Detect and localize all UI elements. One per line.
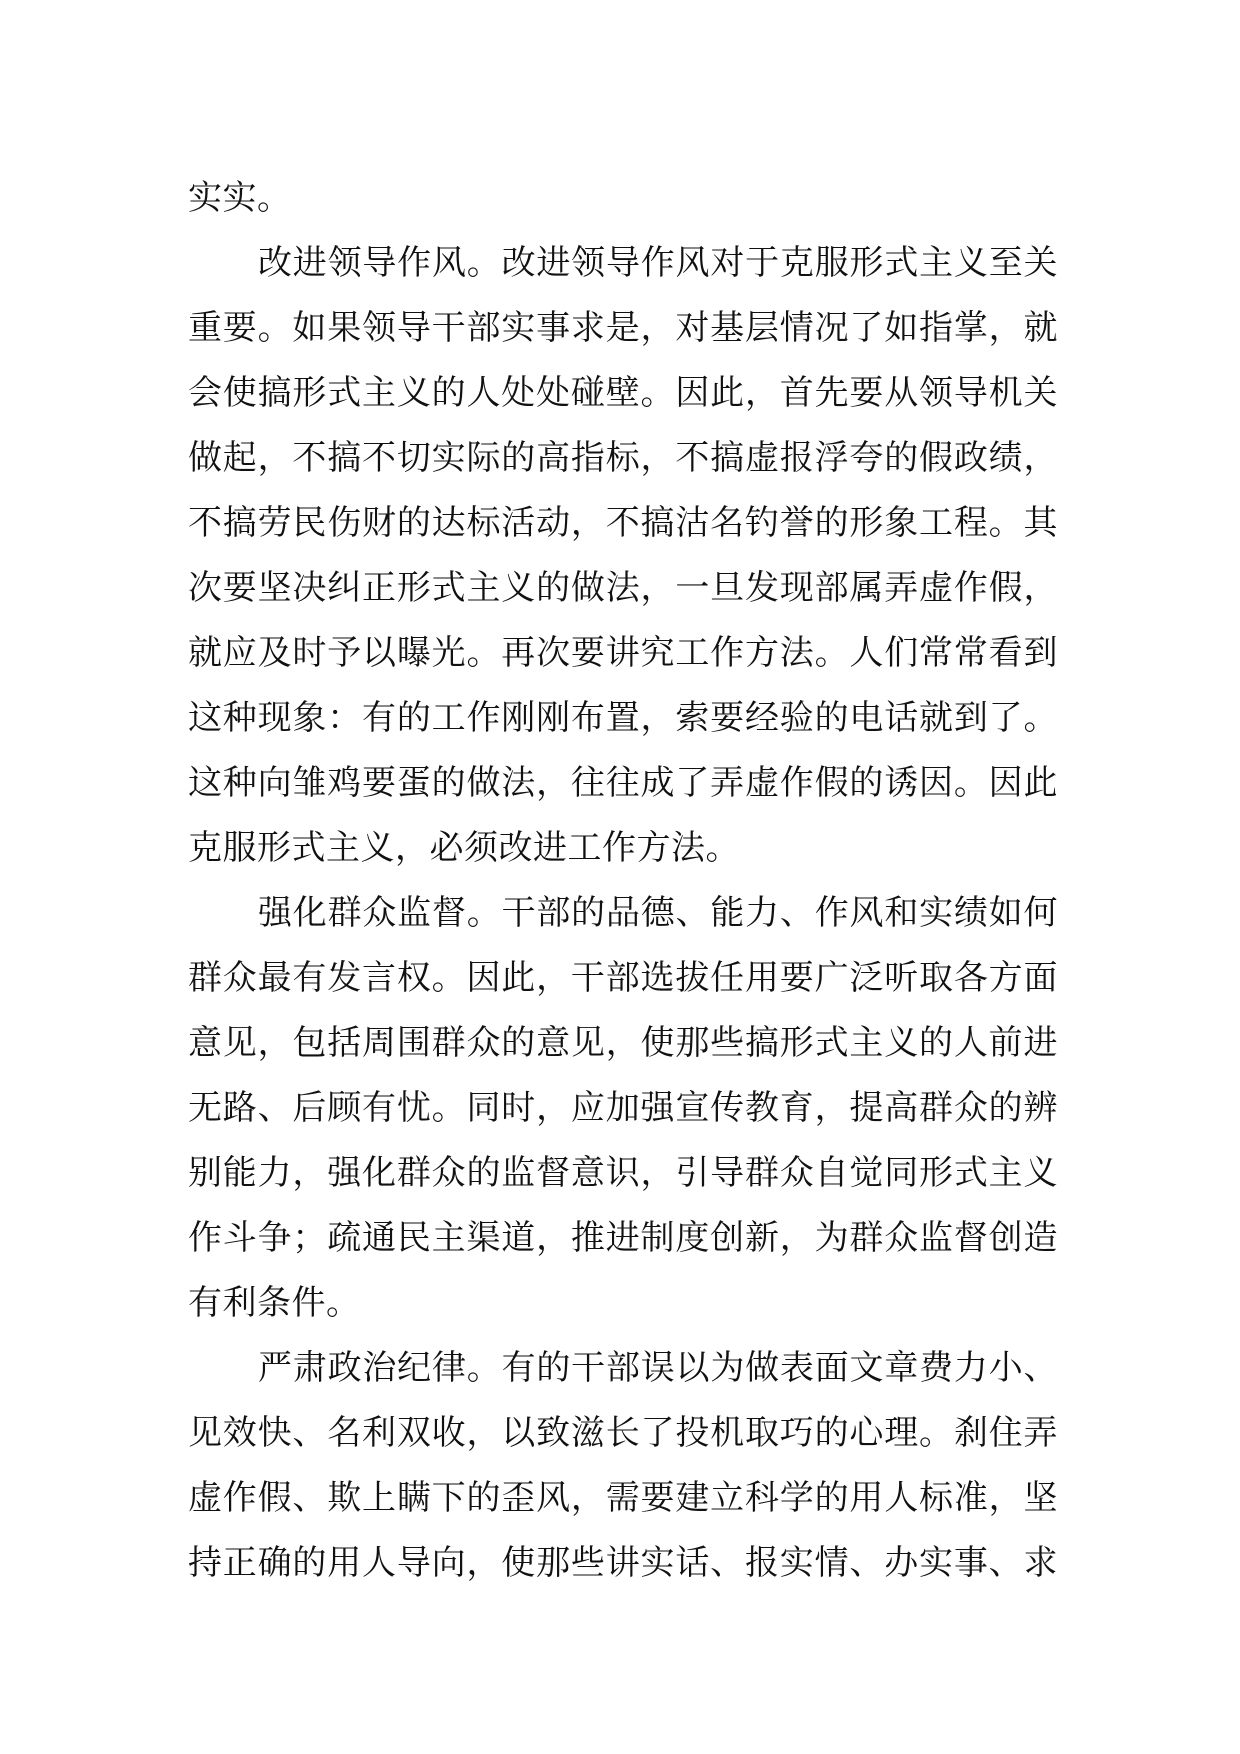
- text-line: 作斗争；疏通民主渠道，推进制度创新，为群众监督创造: [188, 1218, 1058, 1258]
- text-line: 严肃政治纪律。有的干部误以为做表面文章费力小、: [258, 1348, 1058, 1388]
- text-line: 克服形式主义，必须改进工作方法。: [188, 828, 740, 868]
- text-line: 就应及时予以曝光。再次要讲究工作方法。人们常常看到: [188, 633, 1058, 673]
- text-line: 实实。: [188, 178, 292, 218]
- text-line: 无路、后顾有忧。同时，应加强宣传教育，提高群众的辨: [188, 1088, 1058, 1128]
- text-line: 次要坚决纠正形式主义的做法，一旦发现部属弄虚作假，: [188, 568, 1058, 608]
- text-line: 群众最有发言权。因此，干部选拔任用要广泛听取各方面: [188, 958, 1058, 998]
- text-line: 改进领导作风。改进领导作风对于克服形式主义至关: [258, 243, 1058, 283]
- text-line: 见效快、名利双收，以致滋长了投机取巧的心理。刹住弄: [188, 1413, 1058, 1453]
- text-line: 意见，包括周围群众的意见，使那些搞形式主义的人前进: [188, 1023, 1058, 1063]
- text-line: 这种现象：有的工作刚刚布置，索要经验的电话就到了。: [188, 698, 1058, 738]
- text-line: 这种向雏鸡要蛋的做法，往往成了弄虚作假的诱因。因此: [188, 763, 1058, 803]
- text-line: 持正确的用人导向，使那些讲实话、报实情、办实事、求: [188, 1543, 1058, 1583]
- text-line: 重要。如果领导干部实事求是，对基层情况了如指掌，就: [188, 308, 1058, 348]
- text-line: 强化群众监督。干部的品德、能力、作风和实绩如何: [258, 893, 1058, 933]
- text-line: 会使搞形式主义的人处处碰壁。因此，首先要从领导机关: [188, 373, 1058, 413]
- text-line: 不搞劳民伤财的达标活动，不搞沽名钓誉的形象工程。其: [188, 503, 1058, 543]
- body-text: [188, 166, 1058, 1596]
- text-line: 别能力，强化群众的监督意识，引导群众自觉同形式主义: [188, 1153, 1058, 1193]
- text-line: 有利条件。: [188, 1283, 361, 1323]
- text-line: 做起，不搞不切实际的高指标，不搞虚报浮夸的假政绩，: [188, 438, 1058, 478]
- text-line: 虚作假、欺上瞒下的歪风，需要建立科学的用人标准，坚: [188, 1478, 1058, 1518]
